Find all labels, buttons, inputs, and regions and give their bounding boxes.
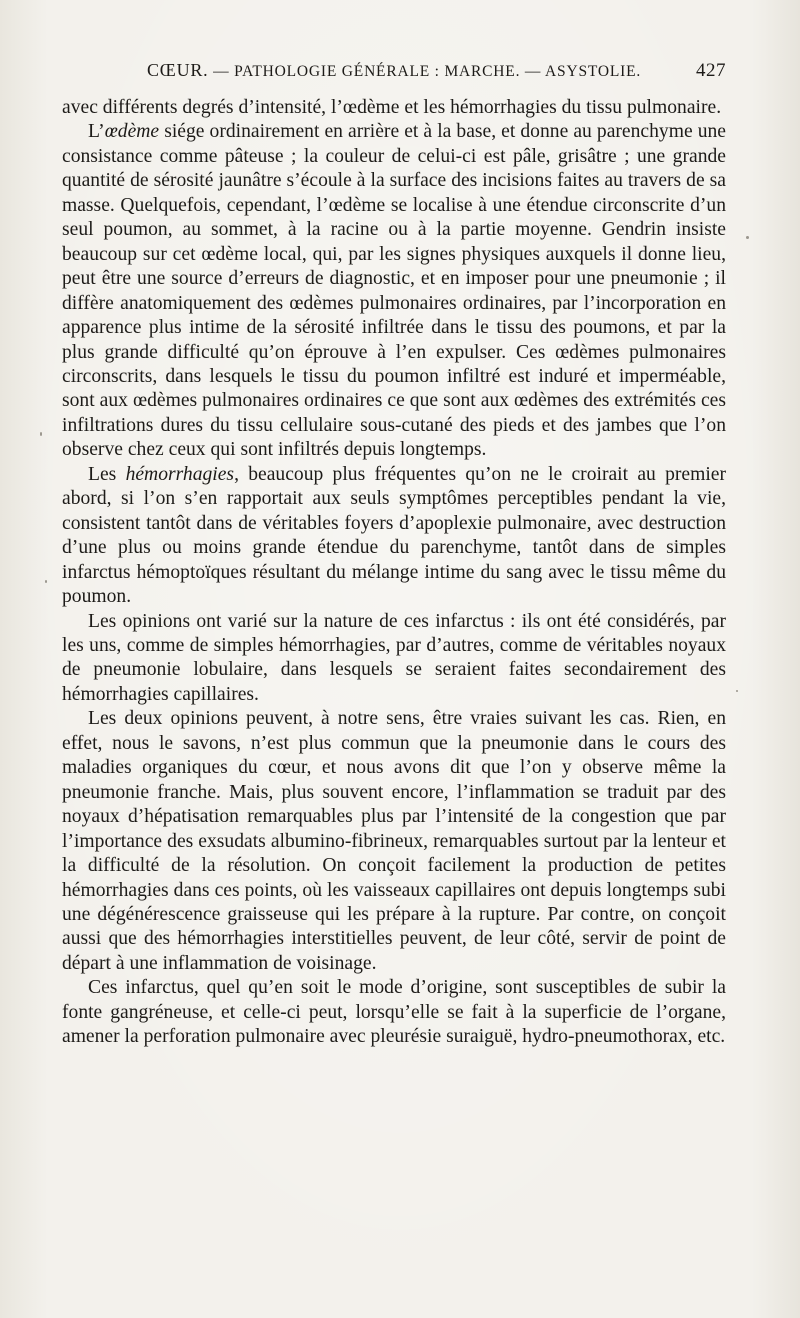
paragraph-text: avec différents degrés d’intensité, l’œdème et les hémorrhagies du tissu pulmonaire. [62,97,722,118]
paragraph-continuation [62,96,726,120]
paper-speck [736,690,738,692]
page-number: 427 [696,60,726,81]
paper-speck [40,432,42,436]
italic-term-oedeme: œdème [104,121,160,143]
running-title-rest: — PATHOLOGIE GÉNÉRALE : MARCHE. — ASYSTOLIE. [208,63,642,80]
paragraph-deux-opinions [62,707,726,976]
running-title-lead: CŒUR. [146,60,209,80]
paper-speck [45,580,47,583]
paragraph-text: Les [88,463,126,485]
paragraph-opinions [62,610,726,708]
paragraph-text: Les deux opinions peuvent, à notre sens, être vraies suivant les cas. Rien, en effet, nous le savons, n’est plus commun que la pneumonie dans le cours des maladies organiques du cœur, et nous avons dit que l’on y observe même la pneumonie franche. Mais, plus souvent encore, l’inflammation se traduit par des noyaux d’hépatisation remarquables plus par l’intensité de la congestion que par l’importance des exsudats albumino-fibrineux, remarquables surtout par la lenteur et la difficulté de la résolution. On conçoit facilement la production de petites hémorrhagies dans ces points, où les vaisseaux capillaires ont depuis longtemps subi une dégénérescence graisseuse qui les prépare à la rupture. Par contre, on conçoit aussi que des hémorrhagies interstitielles peuvent, de leur côté, servir de point de départ à une inflammation de voisinage. [62,708,726,974]
paragraph-text: , beaucoup plus fréquentes qu’on ne le croirait au premier abord, si l’on s’en rapportait aux seuls symptômes perceptibles pendant la vie, consistent tantôt dans de véritables foyers d’apoplexie pulmonaire, avec destruction d’une plus ou moins grande étendue du parenchyme, tantôt dans de simples infarctus hémoptoïques résultant du mélange intime du sang avec le tissu même du poumon. [62,463,726,608]
paragraph-hemorrhagies [62,463,726,610]
running-title [62,60,726,81]
paragraph-text: Les opinions ont varié sur la nature de ces infarctus : ils ont été considérés, par les uns, comme de simples hémorrhagies, par d’autres, comme de véritables noyaux de pneumonie lobulaire, dans lesquels se seraient faites secondairement des hémorrhagies capillaires. [62,610,726,705]
running-header [62,60,726,88]
body-text [62,96,726,1050]
paragraph-oedeme [62,120,726,462]
paper-speck [746,236,749,239]
paragraph-text: siége ordinairement en arrière et à la base, et donne au parenchyme une consistance comme pâteuse ; la couleur de celui-ci est pâle, grisâtre ; une grande quantité de sérosité jaunâtre s’écoule à la surface des incisions faites au travers de sa masse. Quelquefois, cependant, l’œdème se localise à une étendue circonscrite d’un seul poumon, au sommet, à la racine ou à la partie moyenne. Gendrin insiste beaucoup sur cet œdème local, qui, par les signes physiques auxquels il donne lieu, peut être une source d’erreurs de diagnostic, et en imposer pour une pneumonie ; il diffère anatomiquement des œdèmes pulmonaires ordinaires, par l’incorporation en apparence plus intime de la sérosité infiltrée dans le tissu des poumons, et par la plus grande difficulté qu’on éprouve à l’en expulser. Ces œdèmes pulmonaires circonscrits, dans lesquels le tissu du poumon infiltré est induré et imperméable, sont aux œdèmes pulmonaires ordinaires ce que sont aux œdèmes des extrémités ces infiltrations dures du tissu cellulaire sous-cutané des pieds et des jambes que l’on observe chez ceux qui sont infiltrés depuis longtemps. [62,121,726,461]
italic-term-hemorrhagies: hémorrhagies [125,463,235,485]
paragraph-text: L’ [88,121,105,143]
paragraph-infarctus [62,976,726,1049]
paragraph-text: Ces infarctus, quel qu’en soit le mode d’origine, sont susceptibles de subir la fonte gangréneuse, et celle-ci peut, lorsqu’elle se fait à la superficie de l’organe, amener la perforation pulmonaire avec pleurésie suraiguë, hydro-pneumothorax, etc. [62,977,726,1048]
